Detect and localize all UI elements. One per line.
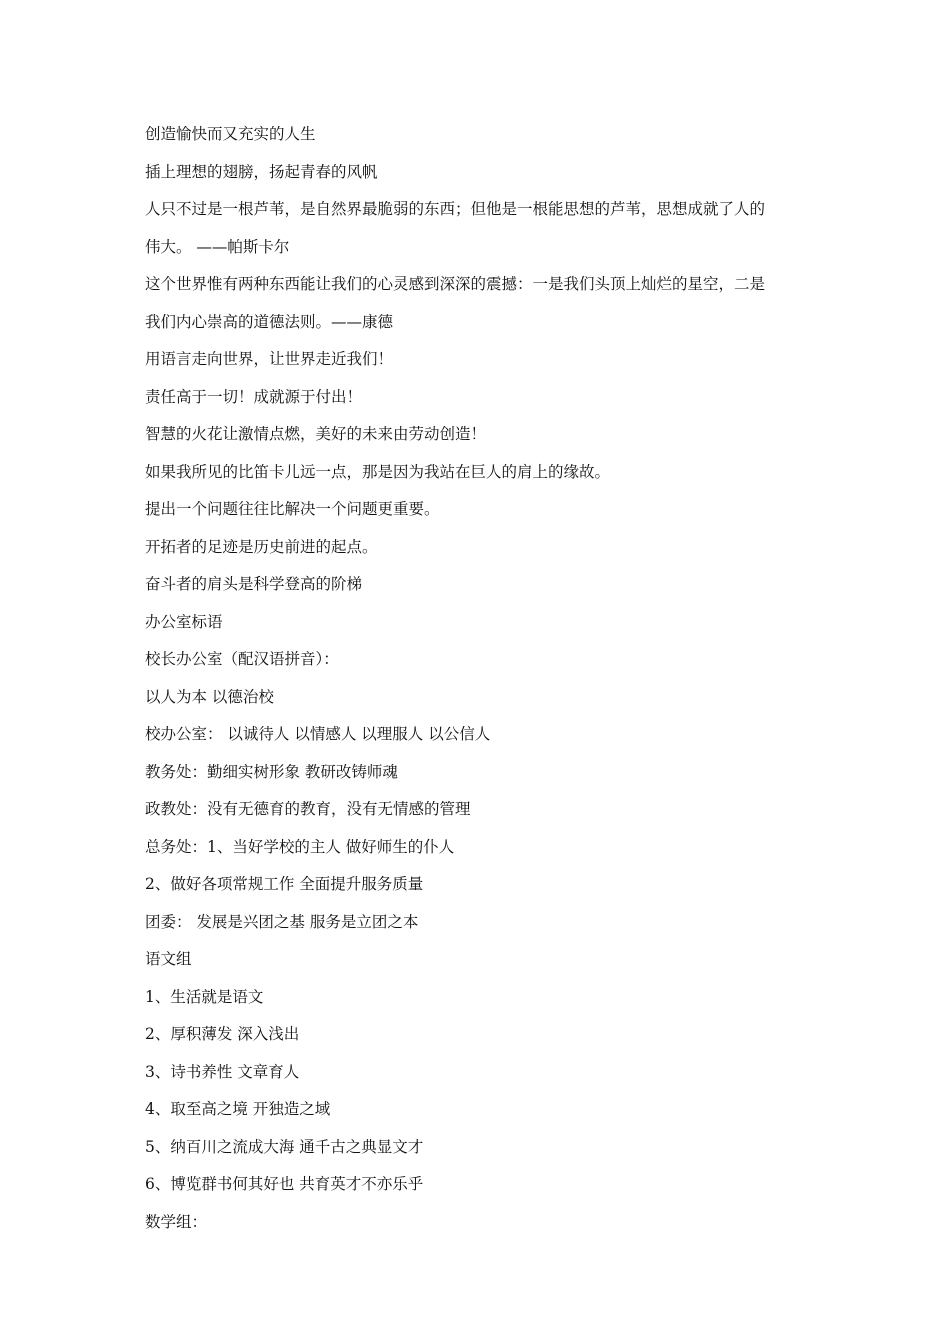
text-line: 总务处：1、当好学校的主人 做好师生的仆人: [145, 837, 455, 856]
section-heading: 语文组: [145, 950, 192, 968]
text-line: 以人为本 以德治校: [145, 687, 274, 706]
text-line: 如果我所见的比笛卡儿远一点，那是因为我站在巨人的肩上的缘故。: [145, 462, 611, 481]
text-line: 人只不过是一根芦苇，是自然界最脆弱的东西；但他是一根能思想的芦苇，思想成就了人的: [145, 200, 766, 218]
list-item: 3、诗书养性 文章育人: [145, 1062, 300, 1081]
text-line: 校长办公室（配汉语拼音）：: [145, 650, 339, 668]
text-line: 创造愉快而又充实的人生: [145, 125, 316, 143]
list-item: 4、取至高之境 开独造之域: [145, 1100, 331, 1118]
text-line: 开拓者的足迹是历史前进的起点。: [145, 537, 378, 556]
section-heading: 办公室标语: [145, 612, 223, 631]
text-line: 政教处：没有无德育的教育，没有无情感的管理: [145, 800, 471, 818]
text-line: 校办公室： 以诚待人 以情感人 以理服人 以公信人: [145, 725, 491, 743]
list-item: 6、博览群书何其好也 共育英才不亦乐乎: [145, 1175, 424, 1193]
list-item: 1、生活就是语文: [145, 987, 264, 1006]
text-line: 插上理想的翅膀，扬起青春的风帆: [145, 162, 378, 181]
list-item: 2、厚积薄发 深入浅出: [145, 1025, 300, 1043]
text-line: 智慧的火花让激情点燃，美好的未来由劳动创造！: [145, 425, 487, 443]
text-line: 提出一个问题往往比解决一个问题更重要。: [145, 500, 440, 518]
document-body: [145, 119, 813, 1244]
text-line: 团委： 发展是兴团之基 服务是立团之本: [145, 912, 419, 931]
list-item: 5、纳百川之流成大海 通千古之典显文才: [145, 1137, 424, 1156]
text-line: 伟大。 ——帕斯卡尔: [145, 237, 290, 256]
text-line: 这个世界惟有两种东西能让我们的心灵感到深深的震撼：一是我们头顶上灿烂的星空，二是: [145, 275, 766, 293]
text-line: 我们内心崇高的道德法则。——康德: [145, 312, 394, 331]
text-line: 责任高于一切！成就源于付出！: [145, 387, 363, 406]
text-line: 2、做好各项常规工作 全面提升服务质量: [145, 875, 424, 893]
text-line: 教务处：勤细实树形象 教研改铸师魂: [145, 762, 398, 781]
section-heading: 数学组：: [145, 1212, 208, 1231]
text-line: 奋斗者的肩头是科学登高的阶梯: [145, 575, 363, 593]
text-line: 用语言走向世界，让世界走近我们！: [145, 350, 394, 368]
